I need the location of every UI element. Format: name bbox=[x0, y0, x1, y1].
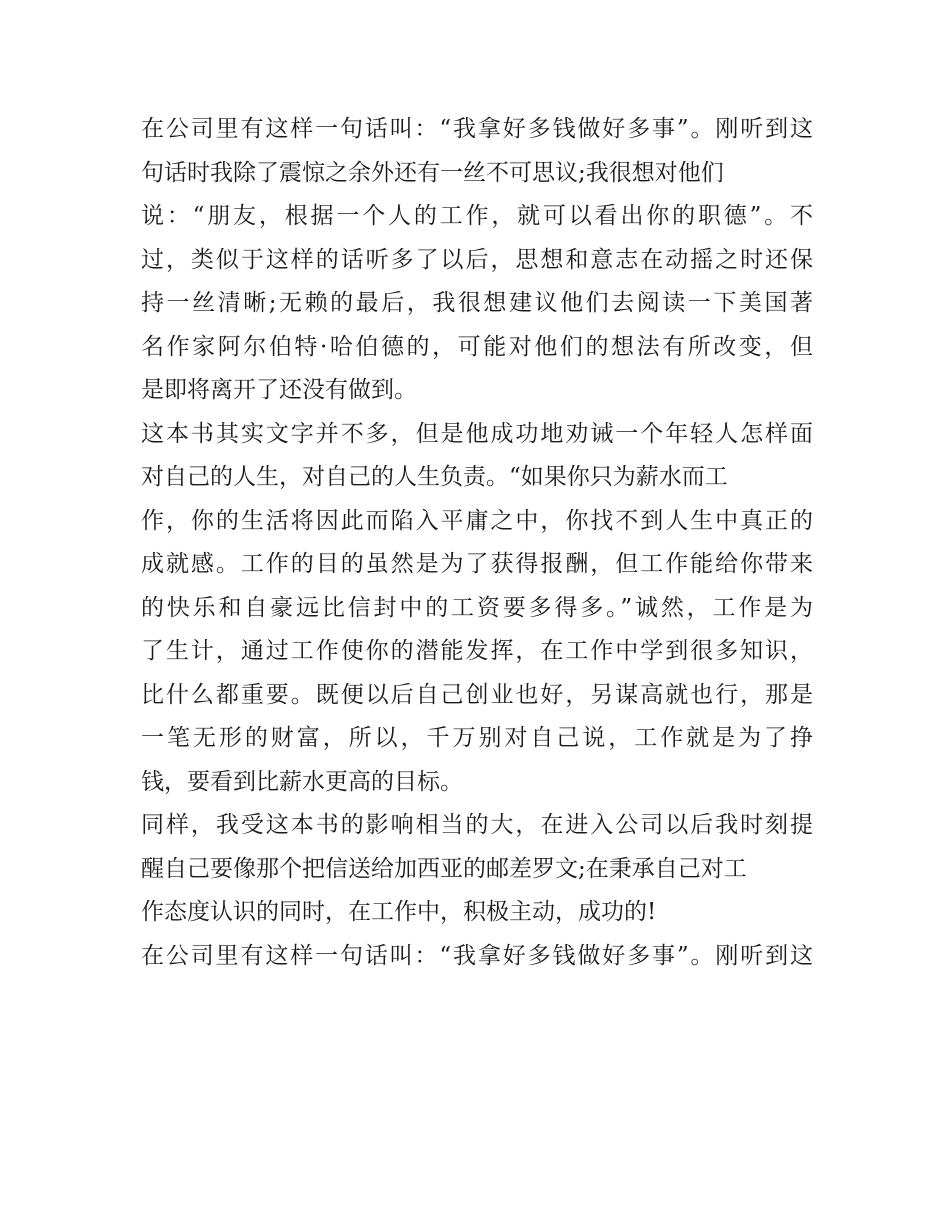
text-line: 句话时我除了震惊之余外还有一丝不可思议;我很想对他们 bbox=[141, 159, 724, 186]
text-line: 了生计，通过工作使你的潜能发挥，在工作中学到很多知识， bbox=[141, 638, 813, 664]
text-line: 名作家阿尔伯特·哈伯德的，可能对他们的想法有所改变，但 bbox=[141, 333, 813, 360]
text-line: 持一丝清晰;无赖的最后，我很想建议他们去阅读一下美国著 bbox=[141, 290, 813, 316]
text-line: 的快乐和自豪远比信封中的工资要多得多。”诚然，工作是为 bbox=[141, 594, 813, 621]
text-line: 成就感。工作的目的虽然是为了获得报酬，但工作能给你带来 bbox=[141, 551, 813, 577]
paragraph-3 bbox=[141, 804, 813, 935]
text-line: 对自己的人生，对自己的人生负责。“如果你只为薪水而工 bbox=[141, 464, 728, 490]
text-line: 过，类似于这样的话听多了以后，思想和意志在动摇之时还保 bbox=[141, 246, 813, 273]
text-line: 这本书其实文字并不多，但是他成功地劝诫一个年轻人怎样面 bbox=[141, 420, 813, 447]
text-line: 一笔无形的财富，所以，千万别对自己说，工作就是为了挣 bbox=[141, 725, 813, 751]
text-line: 在公司里有这样一句话叫：“我拿好多钱做好多事”。刚听到这 bbox=[141, 942, 813, 969]
text-line: 作态度认识的同时，在工作中，积极主动，成功的! bbox=[141, 899, 657, 925]
paragraph-1 bbox=[141, 108, 813, 413]
text-line: 是即将离开了还没有做到。 bbox=[141, 377, 417, 403]
text-line: 说：“朋友，根据一个人的工作，就可以看出你的职德”。不 bbox=[141, 203, 813, 229]
text-line: 同样，我受这本书的影响相当的大，在进入公司以后我时刻提 bbox=[141, 812, 813, 838]
document-body bbox=[141, 108, 813, 978]
paragraph-4 bbox=[141, 935, 813, 979]
text-line: 钱，要看到比薪水更高的目标。 bbox=[141, 768, 463, 795]
text-line: 醒自己要像那个把信送给加西亚的邮差罗文;在秉承自己对工 bbox=[141, 855, 747, 882]
text-line: 作，你的生活将因此而陷入平庸之中，你找不到人生中真正的 bbox=[141, 507, 813, 534]
text-line: 比什么都重要。既便以后自己创业也好，另谋高就也行，那是 bbox=[141, 681, 813, 708]
text-line: 在公司里有这样一句话叫：“我拿好多钱做好多事”。刚听到这 bbox=[141, 116, 813, 142]
paragraph-2 bbox=[141, 413, 813, 805]
